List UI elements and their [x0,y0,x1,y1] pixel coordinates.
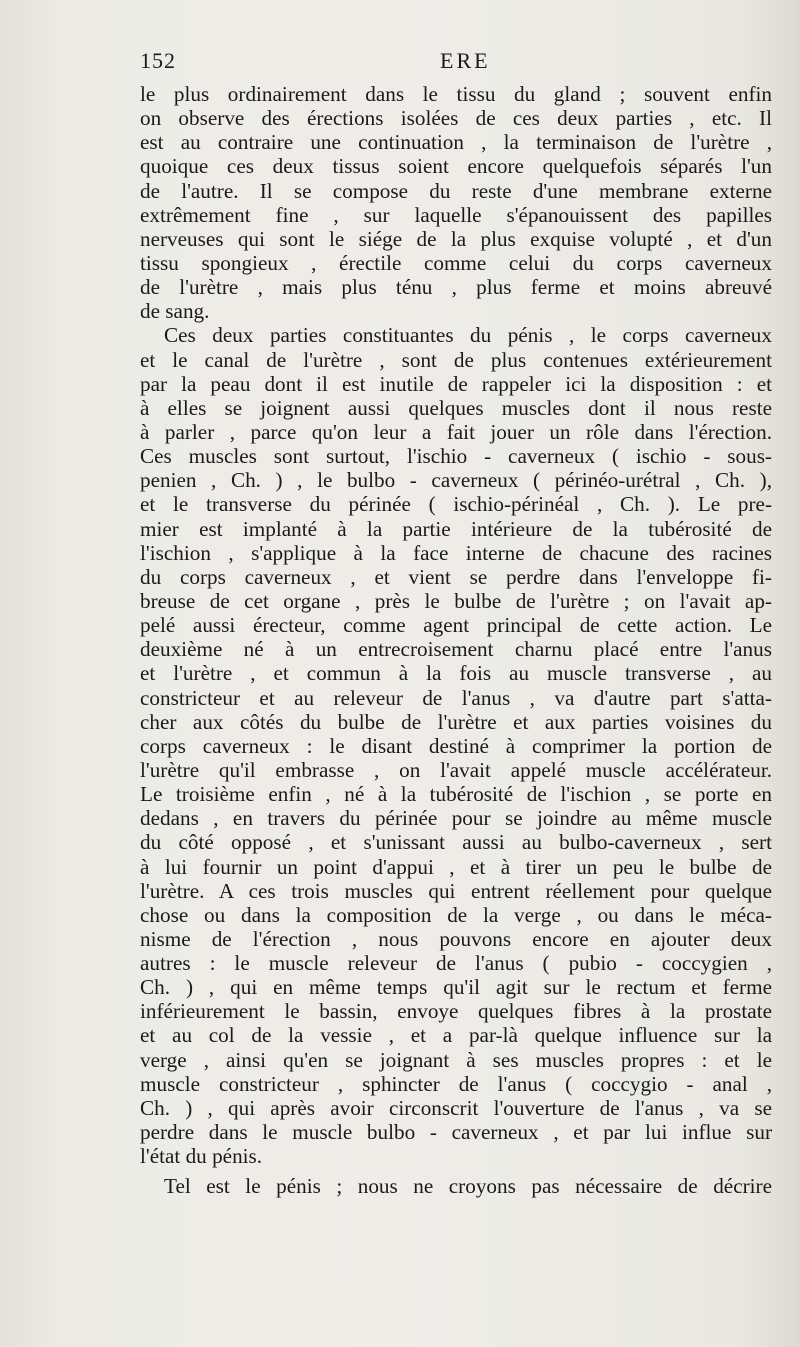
text-line: mier est implanté à la partie intérieure de la tubérosité de [140,516,772,541]
text-line: Tel est le pénis ; nous ne croyons pas nécessaire de décrire [164,1174,772,1199]
text-line: à elles se joignent aussi quelques muscles dont il nous reste [140,395,772,420]
text-line: le plus ordinairement dans le tissu du gland ; souvent enfin [140,82,772,106]
text-line: cher aux côtés du bulbe de l'urètre et aux parties voisines du [140,709,772,734]
text-line: Ch. ) , qui après avoir circonscrit l'ouverture de l'anus , va se [140,1095,772,1120]
text-line: et au col de la vessie , et a par-là quelque influence sur la [140,1023,772,1048]
paragraph-1 [140,82,772,323]
text-line: du côté opposé , et s'unissant aussi au bulbo-caverneux , sert [140,830,772,855]
paragraph-3 [140,1174,772,1198]
text-line: constricteur et au releveur de l'anus , va d'autre part s'atta- [140,685,772,710]
page-number: 152 [140,48,176,73]
text-line: et l'urètre , et commun à la fois au muscle transverse , au [140,661,772,686]
text-line: verge , ainsi qu'en se joignant à ses muscles propres : et le [140,1047,772,1072]
text-line: nisme de l'érection , nous pouvons encore en ajouter deux [140,926,772,951]
running-head: ERE [440,48,491,73]
text-line: et le canal de l'urètre , sont de plus contenues extérieurement [140,347,772,372]
text-line: de l'urètre , mais plus ténu , plus ferme et moins abreuvé [140,275,772,300]
text-line: nerveuses qui sont le siége de la plus exquise volupté , et d'un [140,226,772,251]
text-line: deuxième né à un entrecroisement charnu placé entre l'anus [140,637,772,662]
text-line: du corps caverneux , et vient se perdre dans l'enveloppe fi- [140,564,772,589]
text-line: breuse de cet organe , près le bulbe de l'urètre ; on l'avait ap- [140,588,772,613]
body-text [140,82,772,1198]
text-line: tissu spongieux , érectile comme celui du corps caverneux [140,250,772,275]
page-header [140,48,770,78]
text-line: de l'autre. Il se compose du reste d'une membrane externe [140,178,772,203]
text-line: inférieurement le bassin, envoye quelques fibres à la prostate [140,999,772,1024]
text-line: par la peau dont il est inutile de rappeler ici la disposition : et [140,371,772,396]
text-line: l'urètre. A ces trois muscles qui entrent réellement pour quelque [140,878,772,903]
text-line: extrêmement fine , sur laquelle s'épanouissent des papilles [140,202,772,227]
text-line: autres : le muscle releveur de l'anus ( pubio - coccygien , [140,951,772,976]
text-line: on observe des érections isolées de ces deux parties , etc. Il [140,106,772,131]
text-line: et le transverse du périnée ( ischio-périnéal , Ch. ). Le pre- [140,492,772,517]
text-line: dedans , en travers du périnée pour se joindre au même muscle [140,806,772,831]
text-line: l'ischion , s'applique à la face interne de chacune des racines [140,540,772,565]
text-line: est au contraire une continuation , la terminaison de l'urètre , [140,130,772,155]
text-line: Ces deux parties constituantes du pénis , le corps caverneux [164,323,772,348]
text-line: quoique ces deux tissus soient encore quelquefois séparés l'un [140,154,772,179]
text-line: Ch. ) , qui en même temps qu'il agit sur le rectum et ferme [140,975,772,1000]
text-line: l'état du pénis. [140,1144,263,1169]
text-line: penien , Ch. ) , le bulbo - caverneux ( périnéo-urétral , Ch. ), [140,468,772,493]
text-line: à lui fournir un point d'appui , et à tirer un peu le bulbe de [140,854,772,879]
text-line: chose ou dans la composition de la verge , ou dans le méca- [140,902,772,927]
text-line: l'urètre qu'il embrasse , on l'avait appelé muscle accélérateur. [140,757,772,782]
text-line: corps caverneux : le disant destiné à comprimer la portion de [140,733,772,758]
text-line: pelé aussi érecteur, comme agent principal de cette action. Le [140,613,772,638]
text-line: muscle constricteur , sphincter de l'anus ( coccygio - anal , [140,1071,772,1096]
text-line: de sang. [140,299,210,324]
paragraph-2 [140,323,772,1168]
text-line: Ces muscles sont surtout, l'ischio - caverneux ( ischio - sous- [140,444,772,469]
text-line: perdre dans le muscle bulbo - caverneux , et par lui influe sur [140,1120,772,1145]
text-line: à parler , parce qu'on leur a fait jouer un rôle dans l'érection. [140,419,772,444]
text-line: Le troisième enfin , né à la tubérosité de l'ischion , se porte en [140,782,772,807]
